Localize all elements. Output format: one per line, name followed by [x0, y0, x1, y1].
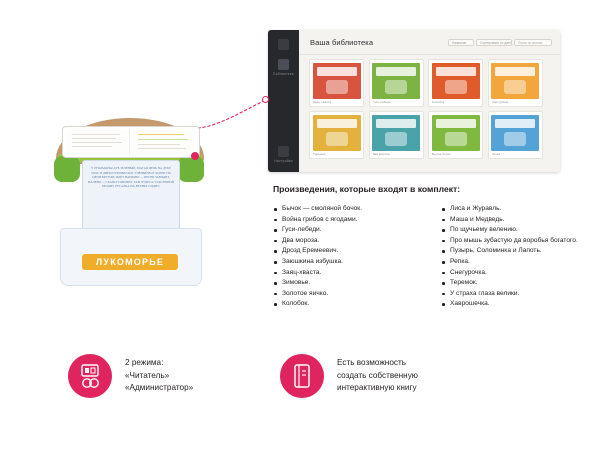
sidebar-item-settings[interactable]	[268, 137, 299, 164]
list-item: Репка.	[441, 257, 591, 268]
kiosk-arm-left	[54, 156, 80, 182]
callout-node-icon	[262, 96, 269, 103]
book-title: Снегурочка	[491, 100, 509, 104]
book-card[interactable]	[309, 59, 364, 107]
book-page-left	[67, 130, 130, 154]
list-item: Хаврошечка.	[441, 299, 591, 310]
content-list-title: Произведения, которые входят в комплект:	[273, 184, 461, 194]
screen-main	[299, 30, 560, 172]
feature-modes-text	[125, 357, 193, 394]
content-column-left	[273, 204, 423, 310]
feature-create	[280, 354, 418, 398]
feature-modes-line-2: «Читатель»	[125, 370, 170, 380]
feature-create-line-3: интерактивную книгу	[337, 383, 417, 393]
book-grid	[309, 59, 552, 159]
list-item: Про мышь зубастую да воробья богатого.	[441, 236, 591, 247]
list-item: У страха глаза велики.	[441, 289, 591, 300]
search-input[interactable]: Поиск по книгам	[514, 39, 552, 46]
list-item: Лиса и Журавль.	[441, 204, 591, 215]
kiosk-arm-right	[178, 156, 204, 182]
book-title: Теремок	[313, 152, 326, 156]
page-title: Ваша библиотека	[310, 38, 374, 47]
list-item: Золотое яичко.	[273, 289, 423, 300]
book-cover	[372, 115, 420, 151]
book-title: Гуси-лебеди	[372, 100, 391, 104]
book-card[interactable]	[428, 111, 483, 159]
list-item: Два мороза.	[273, 236, 423, 247]
book-card[interactable]	[369, 59, 424, 107]
book-title: Бычок-бочок	[432, 152, 451, 156]
screen-header	[299, 30, 560, 55]
book-page-right	[133, 130, 195, 154]
book-cover	[313, 63, 361, 99]
content-list-block	[273, 184, 591, 310]
feature-create-text	[337, 357, 418, 394]
book-card[interactable]	[428, 59, 483, 107]
list-item: Пузырь, Соломинка и Лапоть.	[441, 246, 591, 257]
sidebar-item-library-label: Библиотека	[273, 72, 294, 76]
kiosk-open-book	[62, 126, 200, 158]
book-card[interactable]	[488, 59, 543, 107]
feature-modes-line-1: 2 режима:	[125, 358, 164, 368]
book-title: Два мороза	[372, 152, 390, 156]
list-item: Заяц-хваста.	[273, 268, 423, 279]
book-title: Заяц-хваста	[313, 100, 332, 104]
book-cover	[313, 115, 361, 151]
feature-create-line-1: Есть возможность	[337, 358, 406, 368]
list-item: Снегурочка.	[441, 268, 591, 279]
list-item: Война грибов с ягодами.	[273, 215, 423, 226]
book-title: Колобок	[432, 100, 445, 104]
feature-create-line-2: создать собственную	[337, 370, 418, 380]
content-column-right	[441, 204, 591, 310]
sidebar-item-settings-label: Настройки	[274, 159, 293, 163]
list-item: Колобок.	[273, 299, 423, 310]
list-item: По щучьему велению.	[441, 225, 591, 236]
list-item: Зимовье.	[273, 278, 423, 289]
grid-icon	[278, 39, 289, 50]
book-create-icon	[280, 354, 324, 398]
list-item: Маша и Медведь.	[441, 215, 591, 226]
feature-modes	[68, 354, 193, 398]
list-item: Заюшкина избушка.	[273, 257, 423, 268]
feature-modes-line-3: «Администратор»	[125, 383, 194, 393]
settings-icon	[278, 146, 289, 157]
book-cover	[491, 115, 539, 151]
book-card[interactable]	[369, 111, 424, 159]
screen-sidebar	[268, 30, 299, 172]
book-cover	[432, 115, 480, 151]
list-item: Бычок — смоляной бочок.	[273, 204, 423, 215]
kiosk-hotspot-icon	[191, 152, 199, 160]
list-item: Гуси-лебеди.	[273, 225, 423, 236]
sidebar-item-grid[interactable]	[268, 39, 299, 50]
library-screen-mockup	[268, 30, 560, 172]
book-cover	[432, 63, 480, 99]
book-title: Репка	[491, 152, 501, 156]
list-item: Теремок.	[441, 278, 591, 289]
sort-dropdown[interactable]: Название	[448, 39, 474, 46]
kiosk-illustration	[38, 108, 218, 293]
kiosk-name-plate: ЛУКОМОРЬЕ	[82, 254, 178, 270]
sidebar-item-library[interactable]	[268, 59, 299, 77]
screen-body	[268, 30, 560, 172]
kiosk-poem-text: У РУКОМОРЬЯ ДУБ ЗЕЛЁНЫЙ; ЗЛАТАЯ ЦЕПЬ НА ДУБЕ ТОМ: И ДНЁМ И НОЧЬЮ КОТ УЧЁНЫЙ ВСЁ ХОДИТ ПО ЦЕПИ КРУГОМ; ИДЁТ НАПРАВО — ПЕСНЬ ЗАВОДИТ, НАЛЕВО — СКАЗКУ ГОВОРИТ. ТАМ ЧУДЕСА: ТАМ ЛЕШИЙ БРОДИТ, РУСАЛКА НА ВЕТВЯХ СИДИТ;	[88, 166, 174, 189]
modes-icon	[68, 354, 112, 398]
book-card[interactable]	[309, 111, 364, 159]
book-card[interactable]	[488, 111, 543, 159]
filter-dropdown[interactable]: Сортировать по дате	[476, 39, 512, 46]
book-cover	[491, 63, 539, 99]
book-cover	[372, 63, 420, 99]
books-icon	[278, 59, 289, 70]
list-item: Дрозд Еремеевич.	[273, 246, 423, 257]
